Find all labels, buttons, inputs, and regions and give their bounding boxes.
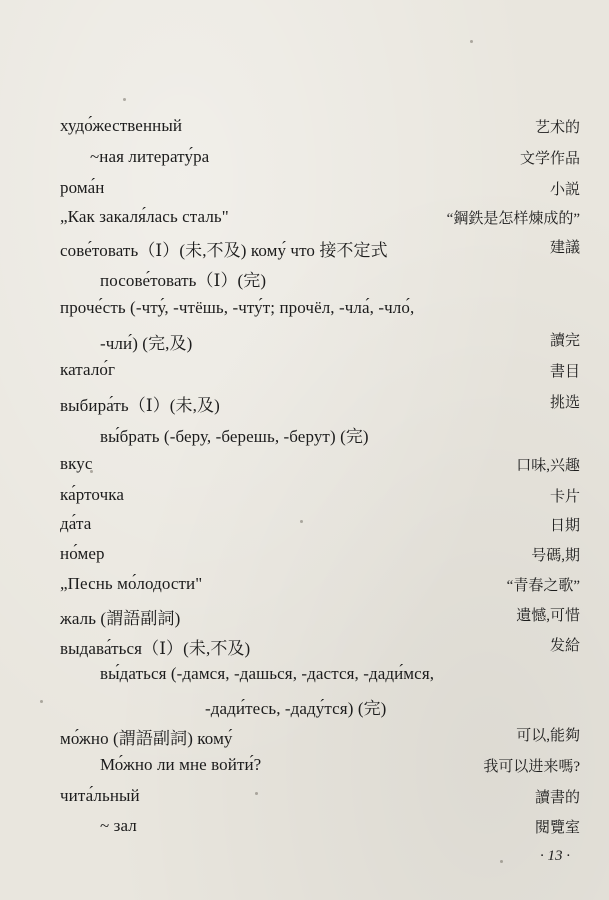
- russian-term: худо́жественный: [60, 116, 183, 135]
- russian-term: жаль (謂語副詞): [60, 609, 181, 628]
- russian-term: сове́товать（Ⅰ）(未,不及) кому́ что 接不定式: [60, 241, 388, 260]
- russian-term: посове́товать（Ⅰ）(完): [100, 271, 267, 290]
- paper-speck: [500, 860, 503, 863]
- russian-term: но́мер: [60, 544, 105, 563]
- entry-row: [60, 755, 580, 785]
- russian-term: выдава́ться（Ⅰ）(未,不及): [60, 639, 251, 658]
- entry-row: [60, 422, 580, 452]
- chinese-gloss: 发給: [549, 638, 580, 654]
- chinese-gloss: 艺术的: [534, 120, 580, 136]
- paper-speck: [470, 40, 473, 43]
- entry-row: [60, 236, 580, 266]
- entry-row: [60, 694, 580, 724]
- russian-term: да́та: [60, 514, 92, 533]
- entry-row: [60, 207, 580, 237]
- russian-term: проче́сть (-чту́, -чтёшь, -чту́т; прочёл, -чла́, -чло́,: [60, 298, 415, 317]
- chinese-gloss: 文学作品: [519, 151, 580, 167]
- paper-speck: [123, 98, 126, 101]
- entry-row: [60, 816, 580, 846]
- russian-term: „Песнь мо́лодости": [60, 574, 203, 593]
- chinese-gloss: “青春之歌”: [506, 578, 580, 594]
- chinese-gloss: 卡片: [549, 489, 580, 505]
- russian-term: рома́н: [60, 178, 105, 197]
- entry-row: [60, 454, 580, 484]
- entry-row: [60, 391, 580, 421]
- russian-term: вы́брать (-беру, -берешь, -берут) (完): [100, 427, 369, 446]
- russian-term: вкус: [60, 454, 93, 473]
- entry-row: [60, 544, 580, 574]
- chinese-gloss: 讀書的: [534, 790, 580, 806]
- russian-term: выбира́ть（Ⅰ）(未,及): [60, 396, 220, 415]
- entry-row: [60, 574, 580, 604]
- entry-row: [60, 724, 580, 754]
- chinese-gloss: 号碼,期: [531, 548, 580, 564]
- entry-row: [60, 329, 580, 359]
- chinese-gloss: 我可以进来嗎?: [483, 759, 580, 775]
- chinese-gloss: 可以,能夠: [516, 728, 580, 744]
- entry-row: [60, 178, 580, 208]
- entry-row: [60, 147, 580, 177]
- chinese-gloss: 建議: [549, 240, 580, 256]
- russian-term: -чли́) (完,及): [100, 334, 193, 353]
- russian-term: катало́г: [60, 360, 116, 379]
- russian-term: „Как закаля́лась сталь": [60, 207, 229, 226]
- chinese-gloss: 書目: [549, 364, 580, 380]
- russian-term: ка́рточка: [60, 485, 124, 504]
- entry-row: [60, 360, 580, 390]
- entry-row: [60, 298, 580, 328]
- russian-term: чита́льный: [60, 786, 140, 805]
- page-number: · 13 ·: [540, 848, 570, 864]
- chinese-gloss: 遺憾,可惜: [516, 608, 580, 624]
- chinese-gloss: 口味,兴趣: [516, 458, 580, 474]
- entry-row: [60, 485, 580, 515]
- chinese-gloss: “鋼鉄是怎样煉成的”: [446, 211, 580, 227]
- chinese-gloss: 讀完: [549, 333, 580, 349]
- entry-row: [60, 634, 580, 664]
- chinese-gloss: 小説: [549, 182, 580, 198]
- entry-row: [60, 786, 580, 816]
- russian-term: вы́даться (-дамся, -дашься, -дастся, -дади́мся,: [100, 664, 435, 683]
- entry-row: [60, 604, 580, 634]
- entry-row: [60, 116, 580, 146]
- russian-term: -дади́тесь, -даду́тся) (完): [205, 699, 387, 718]
- russian-term: Мо́жно ли мне войти́?: [100, 755, 262, 774]
- russian-term: мо́жно (謂語副詞) кому́: [60, 729, 233, 748]
- russian-term: ~ зал: [100, 816, 137, 835]
- entry-row: [60, 514, 580, 544]
- entry-row: [60, 664, 580, 694]
- chinese-gloss: 閱覽室: [534, 820, 580, 836]
- entry-row: [60, 266, 580, 296]
- chinese-gloss: 挑选: [549, 395, 580, 411]
- russian-term: ~ная литерату́ра: [90, 147, 210, 166]
- chinese-gloss: 日期: [549, 518, 580, 534]
- paper-speck: [40, 700, 43, 703]
